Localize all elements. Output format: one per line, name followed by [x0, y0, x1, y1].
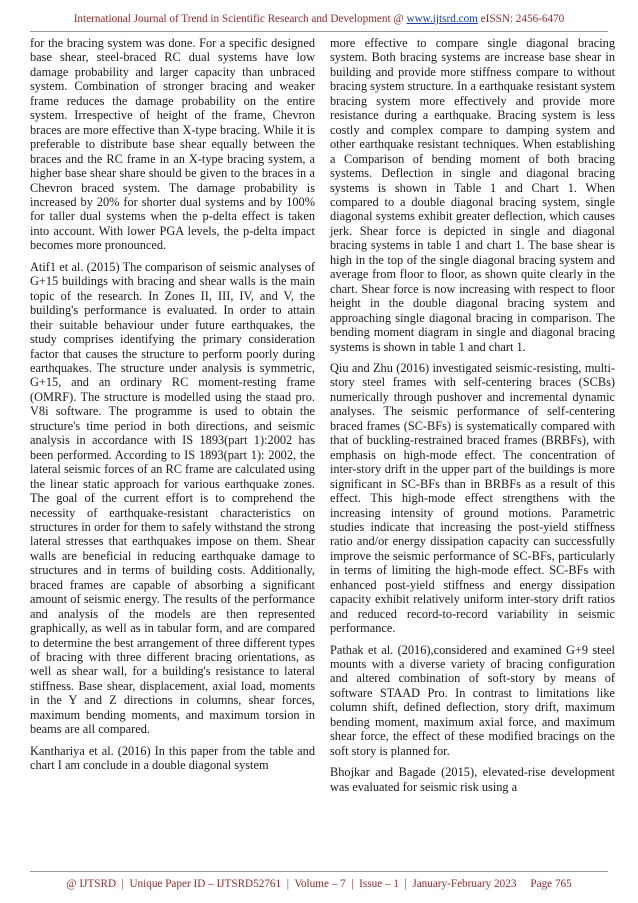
paragraph: Kanthariya et al. (2016) In this paper from the table and chart I am conclude in a double diagonal system — [30, 743, 315, 773]
paragraph: Atif1 et al. (2015) The comparison of seismic analyses of G+15 buildings with bracing and shear walls is the main topic of the research. In Zones II, III, IV, and V, the building's performance is evaluated. In order to attain their suitable behaviour under future earthquakes, the study comprises identifying the primary consideration factor that causes the structure to perform poorly during earthquakes. The structure under analysis is symmetric, G+15, and an ordinary RC moment-resting frame (OMRF). The structure is modelled using the staad pro. V8i software. The programme is used to obtain the structure's time period in both directions, and seismic analysis in accordance with IS 1893(part 1):2002 has been performed. According to IS 1893(part 1): 2002, the lateral seismic forces of an RC frame are calculated using the linear static approach for various earthquake zones. The goal of the current effort is to comprehend the necessity of earthquake-resistant characteristics on structures in order for them to safely withstand the strong lateral stresses that earthquakes impose on them. Shear walls are beneficial in reducing earthquake damage to structures and in terms of building costs. Additionally, braced frames are capable of absorbing a significant amount of seismic energy. The results of the performance and analysis of the models are then represented graphically, as well as in tabular form, and are compared to determine the best arrangement of three different types of bracing with three different bracing orientations, as well as shear wall, for a building's resistance to lateral stiffness. Base shear, displacement, axial load, moments in the Y and Z directions in columns, shear forces, maximum bending moments, and maximum torsion in beams are all compared. — [30, 259, 315, 737]
paragraph: more effective to compare single diagonal bracing system. Both bracing systems are increase base shear in building and provide more stiffness compare to without bracing system structure. In a earthquake resistant system bracing system more effectively and provide more resistance during a earthquake. Bracing system is less costly and complex compare to damping system and other earthquake resistant techniques. When establishing a Comparison of bending moment of both bracing systems. Deflection in single and diagonal bracing systems is shown in Table 1 and Chart 1. When compared to a double diagonal bracing system, single diagonal systems exhibit greater deflection, which causes jerk. Shear force is depicted in single and diagonal bracing systems in table 1 and chart 1. The base shear is high in the top of the single diagonal bracing system and average from floor to floor, as shown quite clearly in the chart. Shear force is now increasing with respect to floor height in the double diagonal bracing system and approaching single diagonal bracing in comparison. The bending moment diagram in single and diagonal bracing systems is shown in table 1 and chart 1. — [330, 36, 615, 354]
paragraph: Qiu and Zhu (2016) investigated seismic-resisting, multi-story steel frames with self-centering braces (SCBs) numerically through pushover and incremental dynamic analyses. The seismic performance of self-centering braced frames (SC-BFs) is systematically compared with that of buckling-restrained braced frames (BRBFs), with emphasis on high-mode effect. The concentration of inter-story drift in the upper part of the buildings is more significant in SC-BFs than in BRBFs as a result of this effect. This high-mode effect strengthens with the increasing intensity of ground motions. Parametric studies indicate that increasing the post-yield stiffness ratio and/or energy dissipation capacity can successfully improve the seismic performance of SC-BFs, particularly in terms of limiting the high-mode effect. SC-BFs with enhanced post-yield stiffness and energy dissipation capacity exhibit relatively uniform inter-story drift ratios and reduced record-to-record variability in seismic performance. — [330, 360, 615, 636]
running-header — [0, 13, 638, 25]
journal-title: International Journal of Trend in Scientific Research and Development @ — [73, 13, 407, 25]
right-column — [330, 36, 615, 801]
eissn: eISSN: 2456-6470 — [477, 13, 565, 25]
paragraph: Bhojkar and Bagade (2015), elevated-rise development was evaluated for seismic risk using a — [330, 765, 615, 794]
footer-divider — [30, 871, 608, 872]
left-column — [30, 36, 315, 780]
page-footer: @ IJTSRD | Unique Paper ID – IJTSRD52761 | Volume – 7 | Issue – 1 | January-February 2023 Page 765 — [66, 878, 572, 890]
paragraph: for the bracing system was done. For a specific designed base shear, steel-braced RC dual systems have low damage probability and larger capacity than unbraced system. Combination of stronger bracing and weaker frame reduces the damage probability on the entire system. Irrespective of height of the frame, Chevron braces are more effective than X-type bracing. While it is preferable to distribute base shear equally between the braces and the RC frame in an X-type bracing system, a higher base shear share should be given to the braces in a Chevron braced system. The damage probability is increased by 20% for shorter dual systems and by 100% for taller dual systems when the p-delta effect is taken into account. With lower PGA levels, the p-delta impact becomes more pronounced. — [30, 36, 315, 253]
header-divider — [30, 31, 608, 32]
journal-website-link[interactable]: www.ijtsrd.com — [406, 13, 478, 25]
paragraph: Pathak et al. (2016),considered and examined G+9 steel mounts with a diverse variety of bracing configuration and altered combination of soft-story by means of software STAAD Pro. In contrast to limitations like column shift, defined deflection, story drift, maximum bending moment, maximum axial force, and maximum shear force, the effect of these modified bracings on the soft story is planned for. — [330, 642, 615, 758]
